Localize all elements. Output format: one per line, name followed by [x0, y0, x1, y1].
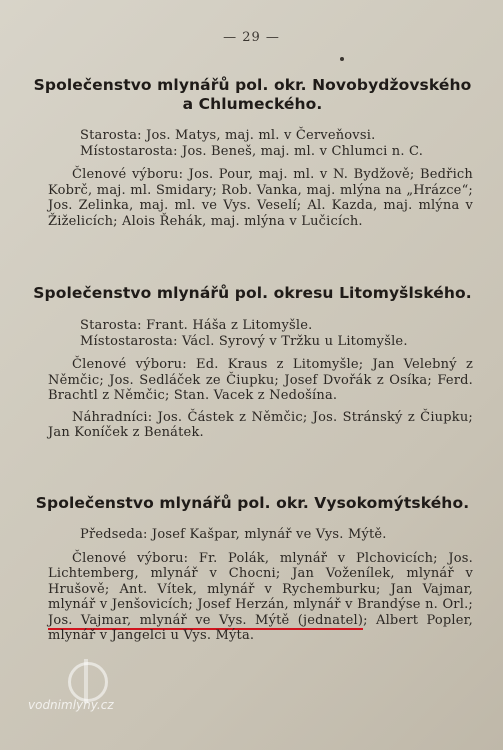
- officer-line: Předseda: Josef Kašpar, mlynář ve Vys. Mýtě.: [80, 527, 387, 542]
- section-body-litomysl: [48, 318, 473, 441]
- section-heading-line: Společenstvo mlynářů pol. okr. Vysokomýtského.: [35, 494, 470, 512]
- ink-dot: [340, 57, 344, 61]
- section-heading-line: Společenstvo mlynářů pol. okresu Litomyšlského.: [33, 284, 472, 302]
- page-number: — 29 —: [223, 30, 280, 45]
- section-heading-line: Společenstvo mlynářů pol. okr. Novobydžovského: [33, 76, 472, 94]
- section-body-novobydzov: [48, 128, 473, 229]
- watermark: [28, 690, 138, 740]
- section-heading-novobydzov: [30, 76, 475, 114]
- section-heading-litomysl: [30, 284, 475, 303]
- officer-line: Starosta: Jos. Matys, maj. ml. v Červeňovsi.: [80, 128, 376, 143]
- committee-text: Členové výboru: Fr. Polák, mlynář v Plchovicích; Jos. Lichtemberg, mlynář v Chocni; Jan Voženílek, mlynář v Hrušově; Ant. Vítek, mlynář v Rychemburku; Jan Vajmar, mlynář v Jenšovicích; Josef Herzán, mlynář v Brandýse n. Orl.;: [48, 550, 473, 612]
- section-body-vysokomyto: [48, 527, 473, 644]
- highlighted-entry: Jos. Vajmar, mlynář ve Vys. Mýtě (jednatel): [48, 612, 364, 628]
- committee-text: ; Albert Popler, mlynář v Jangelci u Vys. Mýta.: [48, 612, 473, 643]
- substitutes-paragraph: Náhradníci: Jos. Částek z Němčic; Jos. Stránský z Čiupku; Jan Koníček z Benátek.: [48, 409, 473, 440]
- officer-line: Místostarosta: Václ. Syrový v Tržku u Litomyšle.: [80, 333, 408, 349]
- mill-wheel-icon: [68, 662, 108, 702]
- section-heading-line: a Chlumeckého.: [182, 95, 323, 113]
- watermark-text: vodnimlyny.cz: [28, 698, 114, 712]
- committee-paragraph: Členové výboru: Ed. Kraus z Litomyšle; Jan Velebný z Němčic; Jos. Sedláček ze Čiupku; Josef Dvořák z Osíka; Ferd. Brachtl z Němčic; Stan. Vacek z Nedošína.: [48, 357, 473, 403]
- committee-paragraph: [48, 551, 473, 644]
- section-heading-vysokomyto: [30, 494, 475, 513]
- officer-line: Místostarosta: Jos. Beneš, maj. ml. v Chlumci n. C.: [80, 143, 424, 159]
- officer-line: Starosta: Frant. Háša z Litomyšle.: [80, 318, 313, 333]
- committee-paragraph: Členové výboru: Jos. Pour, maj. ml. v N. Bydžově; Bedřich Kobrč, maj. ml. Smidary; Rob. Vanka, maj. mlýna na „Hrázce“; Jos. Zelinka, maj. ml. ve Vys. Veselí; Al. Kazda, maj. mlýna v Žiželicích; Alois Řehák, maj. mlýna v Lučicích.: [48, 167, 473, 229]
